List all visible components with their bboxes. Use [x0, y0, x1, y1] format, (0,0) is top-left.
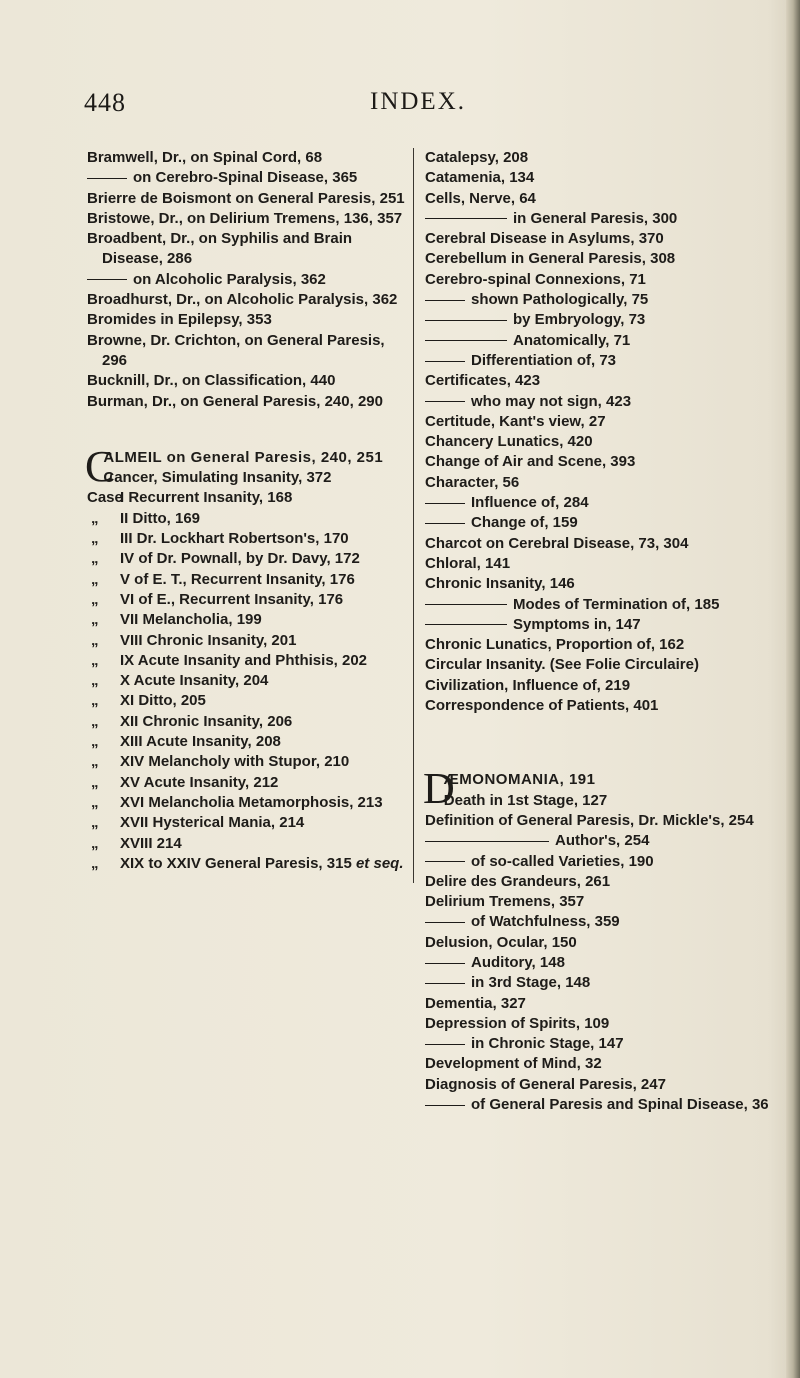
case-entry: [87, 712, 405, 732]
case-entry: [87, 590, 405, 610]
drop-initial-c: C: [85, 441, 115, 491]
index-entry: [425, 852, 770, 872]
page-header: [0, 88, 800, 128]
section-c: [85, 441, 405, 874]
entry-text: Catamenia, 134: [425, 169, 535, 187]
index-entry: [425, 310, 770, 330]
index-entry: [425, 493, 770, 513]
ditto-mark: „: [91, 651, 99, 669]
index-entry: [425, 513, 770, 533]
ditto-mark: „: [91, 712, 99, 730]
section-d-entries: [425, 791, 770, 1116]
index-entry: [87, 209, 405, 229]
entry-text: Circular Insanity. (See Folie Circulaire): [425, 656, 699, 674]
index-entry: [425, 655, 770, 675]
index-entry: [425, 933, 770, 953]
index-entry: [425, 148, 770, 168]
section-d-heading-text: ÆMONOMANIA, 191: [443, 771, 596, 789]
case-text: XIV Melancholy with Stupor, 210: [120, 753, 350, 771]
entry-text: Bucknill, Dr., on Classification, 440: [87, 372, 336, 390]
ditto-mark: „: [91, 834, 99, 852]
index-entry: [425, 168, 770, 188]
index-entry: [425, 791, 770, 811]
case-text: IX Acute Insanity and Phthisis, 202: [120, 651, 368, 669]
case-entry: [87, 834, 405, 854]
index-entry: [87, 371, 405, 391]
right-entries: [425, 148, 770, 716]
ditto-mark: „: [91, 814, 99, 832]
drop-initial-d: D: [423, 764, 455, 814]
case-entry: [87, 529, 405, 549]
case-entry: [87, 509, 405, 529]
case-entry: [87, 610, 405, 630]
ditto-dash: [425, 1105, 465, 1106]
entry-text: Burman, Dr., on General Paresis, 240, 290: [87, 392, 383, 410]
case-entry: [87, 671, 405, 691]
entry-text: Catalepsy, 208: [425, 149, 529, 166]
running-title: INDEX.: [370, 88, 467, 115]
index-entry: [425, 615, 770, 635]
index-entry: [425, 189, 770, 209]
ditto-dash: [425, 218, 507, 219]
ditto-dash: [87, 178, 127, 179]
right-column: [425, 148, 770, 1115]
entry-text: in General Paresis, 300: [513, 209, 678, 227]
entry-text: Dementia, 327: [425, 994, 526, 1012]
index-entry: [425, 452, 770, 472]
case-text: XII Chronic Insanity, 206: [120, 712, 293, 730]
case-text: XI Ditto, 205: [120, 692, 206, 710]
index-entry: [87, 331, 405, 372]
ditto-mark: „: [91, 753, 99, 771]
ditto-dash: [425, 624, 507, 625]
left-column: [87, 148, 405, 874]
index-entry: [425, 554, 770, 574]
entry-text: Diagnosis of General Paresis, 247: [425, 1075, 666, 1093]
entry-text: Author's, 254: [555, 832, 650, 850]
ditto-mark: „: [91, 692, 99, 710]
index-entry: [87, 392, 405, 412]
ditto-dash: [425, 361, 465, 362]
case-entry: [87, 549, 405, 569]
index-entry: [425, 473, 770, 493]
entry-text: Death in 1st Stage, 127: [443, 791, 608, 809]
index-entry: [87, 310, 405, 330]
index-entry: [425, 249, 770, 269]
index-entry: [425, 432, 770, 452]
entry-text: Differentiation of, 73: [471, 351, 617, 369]
index-entry: [425, 831, 770, 851]
ditto-dash: [425, 300, 465, 301]
ditto-dash: [425, 503, 465, 504]
entry-text: Chloral, 141: [425, 554, 511, 572]
case-text: V of E. T., Recurrent Insanity, 176: [120, 570, 355, 588]
case-text: III Dr. Lockhart Robertson's, 170: [120, 530, 349, 548]
index-entry: [425, 1054, 770, 1074]
entry-text: Chronic Insanity, 146: [425, 575, 575, 593]
index-entry: [425, 290, 770, 310]
entry-text: Delirium Tremens, 357: [425, 893, 585, 911]
ditto-dash: [425, 320, 507, 321]
ditto-dash: [425, 1044, 465, 1045]
case-text: XVIII 214: [120, 834, 182, 852]
case-text: VIII Chronic Insanity, 201: [120, 631, 297, 649]
ditto-dash: [425, 861, 465, 862]
case-entry: [87, 732, 405, 752]
case-text: IV of Dr. Pownall, by Dr. Davy, 172: [120, 550, 360, 568]
entry-text: Auditory, 148: [471, 953, 565, 971]
entry-text: of General Paresis and Spinal Disease, 36: [471, 1096, 769, 1114]
entry-text: Influence of, 284: [471, 494, 589, 512]
index-entry: [425, 953, 770, 973]
ditto-mark: „: [91, 530, 99, 548]
case-entry: [87, 813, 405, 833]
entry-text: Delusion, Ocular, 150: [425, 933, 577, 951]
entry-text: Cerebro-spinal Connexions, 71: [425, 270, 646, 288]
case-entry: [87, 488, 405, 508]
index-entry: [425, 1075, 770, 1095]
case-entry: [87, 691, 405, 711]
index-entry: [425, 1034, 770, 1054]
index-entry: [87, 229, 405, 270]
index-entry: [425, 635, 770, 655]
index-entry: [425, 392, 770, 412]
index-entry: [87, 148, 405, 168]
index-entry: [87, 290, 405, 310]
entry-text: who may not sign, 423: [471, 392, 632, 410]
page-number: 448: [84, 88, 126, 117]
entry-text: Chronic Lunatics, Proportion of, 162: [425, 636, 685, 654]
entry-text: Development of Mind, 32: [425, 1055, 602, 1073]
index-entry: [425, 892, 770, 912]
entry-text: Change of Air and Scene, 393: [425, 453, 636, 471]
entry-text: Broadhurst, Dr., on Alcoholic Paralysis, 362: [87, 291, 398, 309]
page-edge: [786, 0, 800, 1378]
index-entry: [425, 412, 770, 432]
case-entry: [87, 631, 405, 651]
case-label: Case: [87, 489, 123, 507]
entry-text: Depression of Spirits, 109: [425, 1014, 610, 1032]
entry-text: Broadbent, Dr., on Syphilis and Brain Disease, 286: [87, 230, 353, 268]
entry-text: Civilization, Influence of, 219: [425, 676, 631, 694]
entry-text: in Chronic Stage, 147: [471, 1035, 624, 1053]
entry-text: Modes of Termination of, 185: [513, 595, 720, 613]
entry-text: on Alcoholic Paralysis, 362: [133, 270, 326, 288]
ditto-mark: „: [91, 793, 99, 811]
entry-text: of so-called Varieties, 190: [471, 852, 654, 870]
ditto-dash: [425, 604, 507, 605]
case-list: [87, 488, 405, 874]
left-entries: [87, 148, 405, 412]
index-entry: [425, 872, 770, 892]
index-entry: [425, 209, 770, 229]
entry-text: Chancery Lunatics, 420: [425, 433, 593, 451]
entry-text: Bristowe, Dr., on Delirium Tremens, 136, 357: [87, 209, 403, 227]
index-entry: [425, 1095, 770, 1115]
case-text: VI of E., Recurrent Insanity, 176: [120, 590, 344, 608]
index-entry: [425, 811, 770, 831]
ditto-dash: [425, 340, 507, 341]
ditto-mark: „: [91, 590, 99, 608]
ditto-mark: „: [91, 773, 99, 791]
entry-text: Bromides in Epilepsy, 353: [87, 311, 272, 329]
index-entry: [425, 912, 770, 932]
index-entry: [425, 331, 770, 351]
ditto-mark: „: [91, 733, 99, 751]
ditto-mark: „: [91, 631, 99, 649]
entry-text: Certitude, Kant's view, 27: [425, 412, 606, 430]
case-text: X Acute Insanity, 204: [120, 672, 269, 690]
case-entry: [87, 570, 405, 590]
index-entry-cancer: Cancer, Simulating Insanity, 372: [103, 469, 332, 487]
case-entry: [87, 793, 405, 813]
index-entry: [87, 270, 405, 290]
ditto-mark: „: [91, 611, 99, 629]
entry-text: in 3rd Stage, 148: [471, 974, 591, 992]
index-entry: [425, 676, 770, 696]
entry-text: of Watchfulness, 359: [471, 913, 620, 931]
entry-text: Character, 56: [425, 473, 520, 491]
ditto-dash: [425, 922, 465, 923]
ditto-mark: „: [91, 672, 99, 690]
case-entry: [87, 651, 405, 671]
ditto-dash: [425, 963, 465, 964]
entry-text: Definition of General Paresis, Dr. Mickle's, 254: [425, 811, 754, 829]
index-entry: [425, 270, 770, 290]
index-entry: [87, 168, 405, 188]
entry-text: Change of, 159: [471, 514, 578, 532]
entry-text: Symptoms in, 147: [513, 615, 641, 633]
index-entry: [87, 189, 405, 209]
entry-text: by Embryology, 73: [513, 311, 646, 329]
case-entry: [87, 752, 405, 772]
entry-text: Certificates, 423: [425, 372, 541, 390]
case-text: VII Melancholia, 199: [120, 611, 262, 629]
ditto-dash: [87, 279, 127, 280]
case-text: XV Acute Insanity, 212: [120, 773, 279, 791]
case-text: XVI Melancholia Metamorphosis, 213: [120, 793, 383, 811]
entry-text: Cerebral Disease in Asylums, 370: [425, 230, 664, 248]
case-text: XIII Acute Insanity, 208: [120, 733, 281, 751]
index-entry: [425, 534, 770, 554]
index-entry: [425, 574, 770, 594]
entry-text: Cerebellum in General Paresis, 308: [425, 250, 676, 268]
case-text: XIX to XXIV General Paresis, 315: [120, 854, 356, 872]
section-d: [423, 764, 770, 1115]
ditto-mark: „: [91, 570, 99, 588]
ditto-dash: [425, 841, 549, 842]
ditto-mark: „: [91, 854, 99, 872]
ditto-dash: [425, 983, 465, 984]
case-text: XVII Hysterical Mania, 214: [120, 814, 305, 832]
index-entry: [425, 595, 770, 615]
index-entry: [425, 371, 770, 391]
ditto-dash: [425, 523, 465, 524]
ditto-dash: [425, 401, 465, 402]
index-entry: [425, 973, 770, 993]
entry-text: Brierre de Boismont on General Paresis, 251: [87, 189, 405, 207]
entry-text: shown Pathologically, 75: [471, 291, 649, 309]
ditto-mark: „: [91, 550, 99, 568]
index-entry: [425, 696, 770, 716]
section-c-heading-text: ALMEIL on General Paresis, 240, 251: [103, 448, 384, 466]
case-text: II Ditto, 169: [120, 509, 201, 527]
case-entry: [87, 854, 405, 874]
entry-text: Delire des Grandeurs, 261: [425, 872, 611, 890]
index-entry: [425, 1014, 770, 1034]
column-divider: [413, 148, 414, 883]
case-text: I Recurrent Insanity, 168: [120, 489, 293, 507]
entry-text: Bramwell, Dr., on Spinal Cord, 68: [87, 149, 323, 166]
entry-text: Charcot on Cerebral Disease, 73, 304: [425, 534, 689, 552]
case-entry: [87, 773, 405, 793]
entry-text: Cells, Nerve, 64: [425, 189, 536, 207]
entry-text: Correspondence of Patients, 401: [425, 697, 659, 715]
index-entry: [425, 351, 770, 371]
ditto-mark: „: [91, 509, 99, 527]
entry-text: Browne, Dr. Crichton, on General Paresis, 296: [87, 331, 385, 369]
index-entry: [425, 229, 770, 249]
index-entry: [425, 994, 770, 1014]
et-seq: et seq.: [355, 854, 404, 872]
entry-text: Anatomically, 71: [513, 331, 631, 349]
entry-text: on Cerebro-Spinal Disease, 365: [133, 169, 358, 187]
